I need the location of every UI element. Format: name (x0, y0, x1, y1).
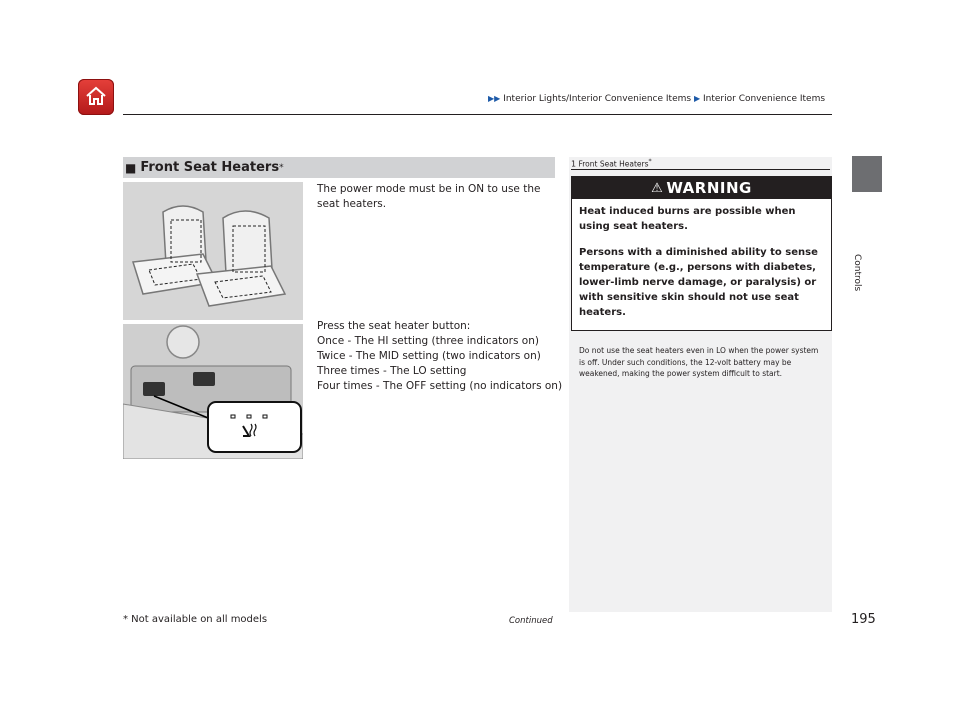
header-rule (123, 114, 832, 115)
power-mode-text: The power mode must be in ON to use the seat heaters. (317, 183, 541, 210)
section-heading (123, 157, 555, 178)
seat-heater-button-illustration (123, 324, 303, 459)
availability-marker: * (279, 162, 284, 173)
note-marker-icon: 1 (571, 159, 577, 169)
breadcrumb-link-1[interactable]: Interior Lights/Interior Convenience Items (503, 94, 692, 104)
arrow-icon: ▶▶ (488, 94, 501, 103)
section-title: Front Seat Heaters (140, 160, 280, 175)
warning-label: WARNING (666, 179, 752, 197)
note-heading (571, 158, 652, 169)
warning-text: Heat induced burns are possible when using seat heaters. (579, 206, 796, 232)
footnote: * Not available on all models (123, 614, 268, 625)
front-seats-illustration (123, 182, 303, 320)
warning-box (571, 176, 832, 331)
home-icon (84, 84, 108, 108)
instruction-line: Four times - The OFF setting (no indicators on) (317, 380, 563, 392)
page-number: 195 (851, 612, 876, 627)
instruction-line: Twice - The MID setting (two indicators on) (317, 350, 541, 362)
section-tab-label: Controls (852, 254, 862, 292)
continued-label: Continued (509, 616, 553, 626)
breadcrumb (488, 94, 825, 104)
warning-header (572, 177, 831, 199)
instruction-line: Press the seat heater button: (317, 320, 471, 332)
note-rule (571, 169, 830, 170)
instruction-line: Once - The HI setting (three indicators on) (317, 335, 539, 347)
note-title: Front Seat Heaters (578, 159, 649, 169)
breadcrumb-link-2[interactable]: Interior Convenience Items (703, 94, 826, 104)
warning-icon: ⚠ (651, 180, 664, 196)
note-text: Do not use the seat heaters even in LO when the power system is off. Under such conditions, the 12-volt battery may be weakened, making the power system difficult to start. (579, 346, 819, 378)
home-button[interactable] (78, 79, 114, 115)
section-tab (852, 156, 882, 192)
square-bullet-icon: ■ (125, 160, 137, 175)
warning-text: Persons with a diminished ability to sense temperature (e.g., persons with diabetes, lower-limb nerve damage, or paralysis) or with sensitive skin should not use seat heaters. (579, 247, 818, 318)
arrow-icon: ▶ (693, 94, 701, 103)
instruction-line: Three times - The LO setting (317, 365, 467, 377)
note-availability-marker: * (648, 158, 652, 165)
button-instructions (317, 319, 563, 394)
